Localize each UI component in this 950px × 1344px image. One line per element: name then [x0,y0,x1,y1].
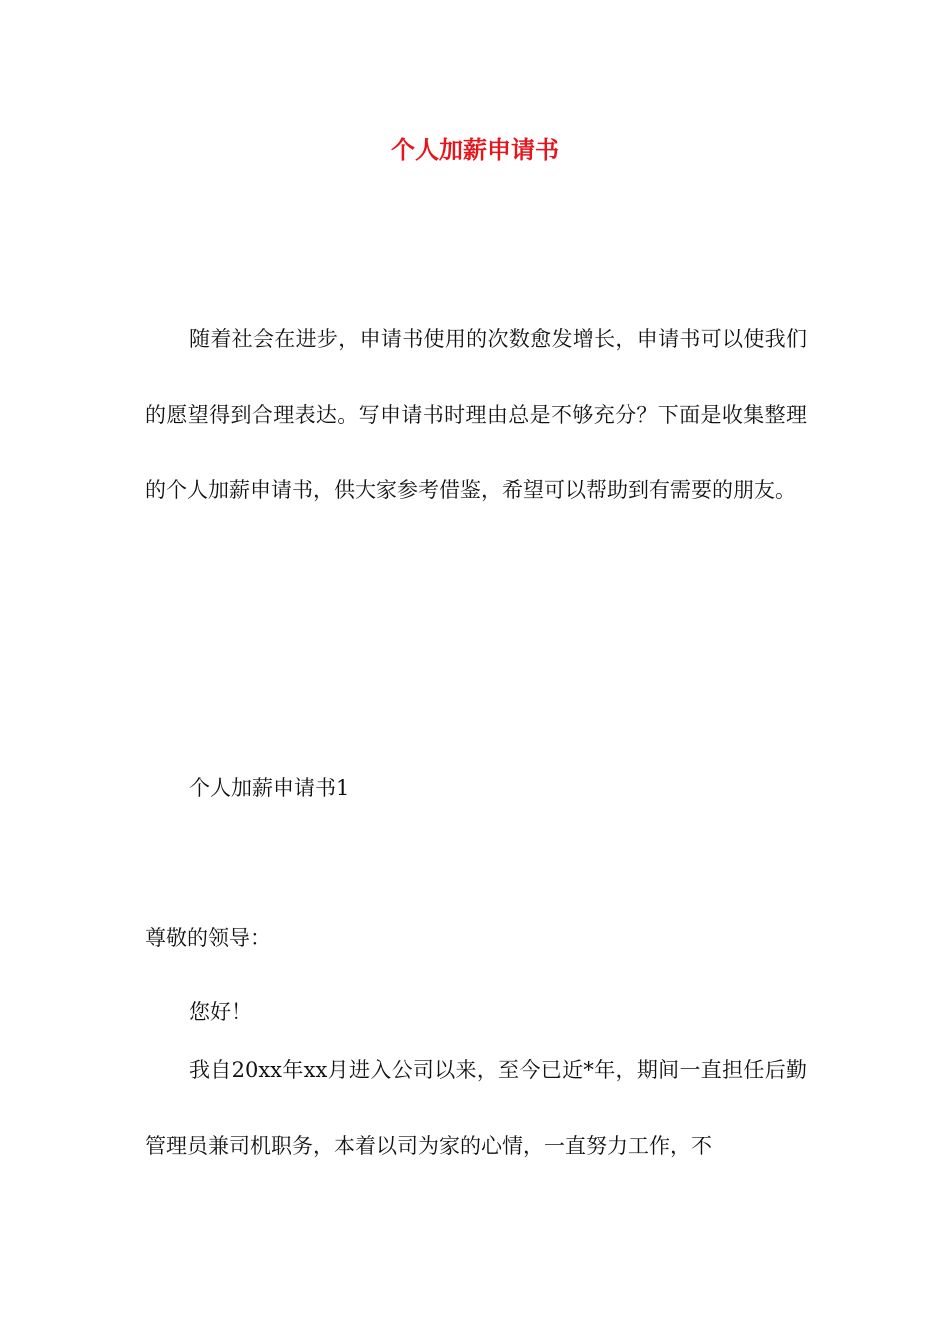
intro-paragraph: 随着社会在进步，申请书使用的次数愈发增长，申请书可以使我们的愿望得到合理表达。写申请书时理由总是不够充分？下面是收集整理的个人加薪申请书，供大家参考借鉴，希望可以帮助到有需要的朋友。 [145,327,807,502]
salutation: 尊敬的领导： [145,926,271,950]
greeting: 您好！ [189,1000,252,1024]
document-title: 个人加薪申请书 [391,135,559,164]
body-paragraph: 我自20xx年xx月进入公司以来，至今已近*年，期间一直担任后勤管理员兼司机职务，本着以司为家的心情，一直努力工作，不 [145,1058,807,1158]
section-heading: 个人加薪申请书1 [189,776,350,800]
